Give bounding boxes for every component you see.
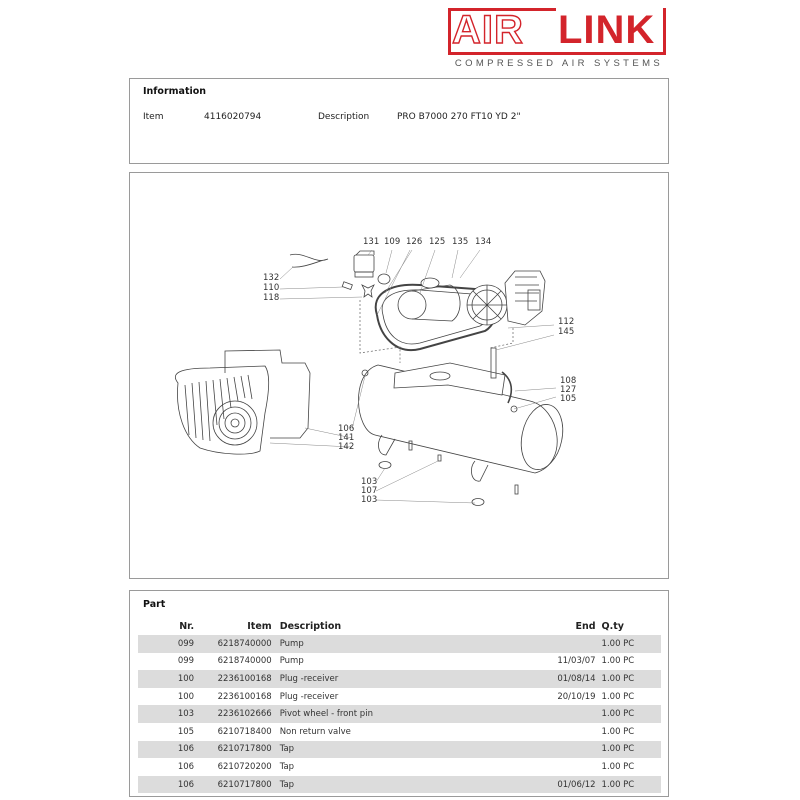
table-row [138, 670, 661, 688]
cap-part-icon [378, 274, 390, 284]
callout-label: 108 [560, 376, 577, 386]
part-nr: 106 [138, 776, 200, 794]
part-description: Pivot wheel - front pin [280, 705, 527, 723]
bolt-rear-icon [515, 485, 518, 494]
part-end-date [526, 723, 601, 741]
callout-label: 142 [338, 442, 355, 452]
part-item-code: 2236100168 [217, 691, 272, 702]
part-description: Plug -receiver [280, 670, 527, 688]
part-quantity: 1.00 PC [601, 726, 635, 737]
part-description: Pump [279, 656, 304, 667]
item-value: 4116020794 [204, 112, 262, 122]
logo-word-link: LINK [558, 8, 656, 52]
description-value: PRO B7000 270 FT10 YD 2" [397, 112, 521, 122]
description-label: Description [318, 112, 370, 122]
column-nr: Nr. [179, 620, 195, 632]
callout-label: 132 [263, 273, 280, 283]
belt-guard-icon [175, 350, 310, 454]
pump-flywheel-icon [467, 285, 507, 325]
cable-part-icon [290, 254, 328, 267]
part-quantity: 1.00 PC [602, 776, 661, 794]
information-title: Information [143, 86, 207, 97]
fitting-110-icon [342, 282, 352, 290]
part-item-code: 2236100168 [200, 670, 280, 688]
part-end-date: 01/08/14 [526, 670, 601, 688]
part-item-code: 6210720200 [217, 761, 272, 772]
part-end-date: 01/06/12 [526, 776, 601, 794]
table-row [138, 741, 661, 759]
cross-fitting-icon [362, 285, 374, 297]
part-nr: 100 [138, 670, 200, 688]
callout-label: 127 [560, 385, 577, 395]
part-end-date: 11/03/07 [557, 656, 596, 667]
part-quantity: 1.00 PC [602, 741, 661, 759]
part-nr: 106 [138, 741, 200, 759]
part-item-code: 6210717800 [200, 741, 280, 759]
pin-107-icon [438, 455, 441, 461]
part-item-code: 2236102666 [200, 705, 280, 723]
part-nr: 106 [177, 761, 195, 772]
part-quantity: 1.00 PC [601, 761, 635, 772]
callout-label: 141 [338, 433, 355, 443]
part-end-date [526, 705, 601, 723]
callout-label: 107 [361, 486, 378, 496]
table-row [138, 705, 661, 723]
part-item-code: 6218740000 [217, 656, 272, 667]
logo-word-air: AIR [452, 8, 524, 52]
part-quantity: 1.00 PC [602, 705, 661, 723]
callout-label: 103 [361, 495, 378, 505]
callout-label: 105 [560, 394, 577, 404]
column-end: End [575, 620, 596, 632]
part-description: Pump [280, 635, 527, 653]
part-nr: 099 [138, 635, 200, 653]
item-label: Item [143, 112, 164, 122]
callout-label: 109 [384, 237, 401, 247]
callout-label: 106 [338, 424, 355, 434]
callout-label: 145 [558, 327, 575, 337]
parts-panel [129, 590, 669, 797]
part-nr: 103 [138, 705, 200, 723]
callout-label: 112 [558, 317, 575, 327]
column-item: Item [247, 620, 272, 632]
part-description: Non return valve [279, 726, 351, 737]
information-panel [129, 78, 669, 164]
table-row [138, 723, 661, 741]
pressure-switch-icon [354, 251, 374, 277]
part-quantity: 1.00 PC [602, 670, 661, 688]
exploded-diagram-panel [129, 172, 669, 579]
callout-label: 135 [452, 237, 469, 247]
part-item-code: 6210718400 [217, 726, 272, 737]
part-nr: 100 [177, 691, 195, 702]
callout-label: 134 [475, 237, 492, 247]
part-item-code: 6210717800 [200, 776, 280, 794]
pivot-wheel-icon [379, 462, 391, 469]
callout-label: 118 [263, 293, 280, 303]
airlink-logo [448, 8, 670, 70]
part-item-code: 6218740000 [200, 635, 280, 653]
part-nr: 099 [177, 656, 195, 667]
table-row [138, 776, 661, 794]
column-description: Description [279, 620, 342, 632]
part-quantity: 1.00 PC [601, 691, 635, 702]
logo-tagline: COMPRESSED AIR SYSTEMS [454, 58, 664, 69]
table-row [138, 758, 661, 776]
parts-table [138, 617, 661, 793]
part-description: Plug -receiver [279, 691, 339, 702]
part-description: Tap [280, 741, 527, 759]
part-quantity: 1.00 PC [602, 635, 661, 653]
part-end-date [526, 741, 601, 759]
part-end-date [526, 758, 601, 776]
table-row [138, 635, 661, 653]
part-quantity: 1.00 PC [601, 656, 635, 667]
table-row [138, 653, 661, 671]
callout-label: 103 [361, 477, 378, 487]
part-end-date [526, 635, 601, 653]
table-row [138, 688, 661, 706]
part-description: Tap [279, 761, 295, 772]
parts-table-header [138, 617, 661, 635]
compressor-exploded-diagram [130, 173, 668, 578]
callout-label: 110 [263, 283, 280, 293]
pivot-wheel-rear-icon [472, 499, 484, 506]
part-end-date: 20/10/19 [557, 691, 596, 702]
part-description: Tap [280, 776, 527, 794]
parts-title: Part [143, 599, 166, 610]
pump-head-icon [505, 271, 545, 325]
callout-label: 125 [429, 237, 446, 247]
callout-label: 131 [363, 237, 380, 247]
callout-label: 126 [406, 237, 423, 247]
part-nr: 105 [177, 726, 195, 737]
column-qty: Q.ty [601, 620, 624, 632]
